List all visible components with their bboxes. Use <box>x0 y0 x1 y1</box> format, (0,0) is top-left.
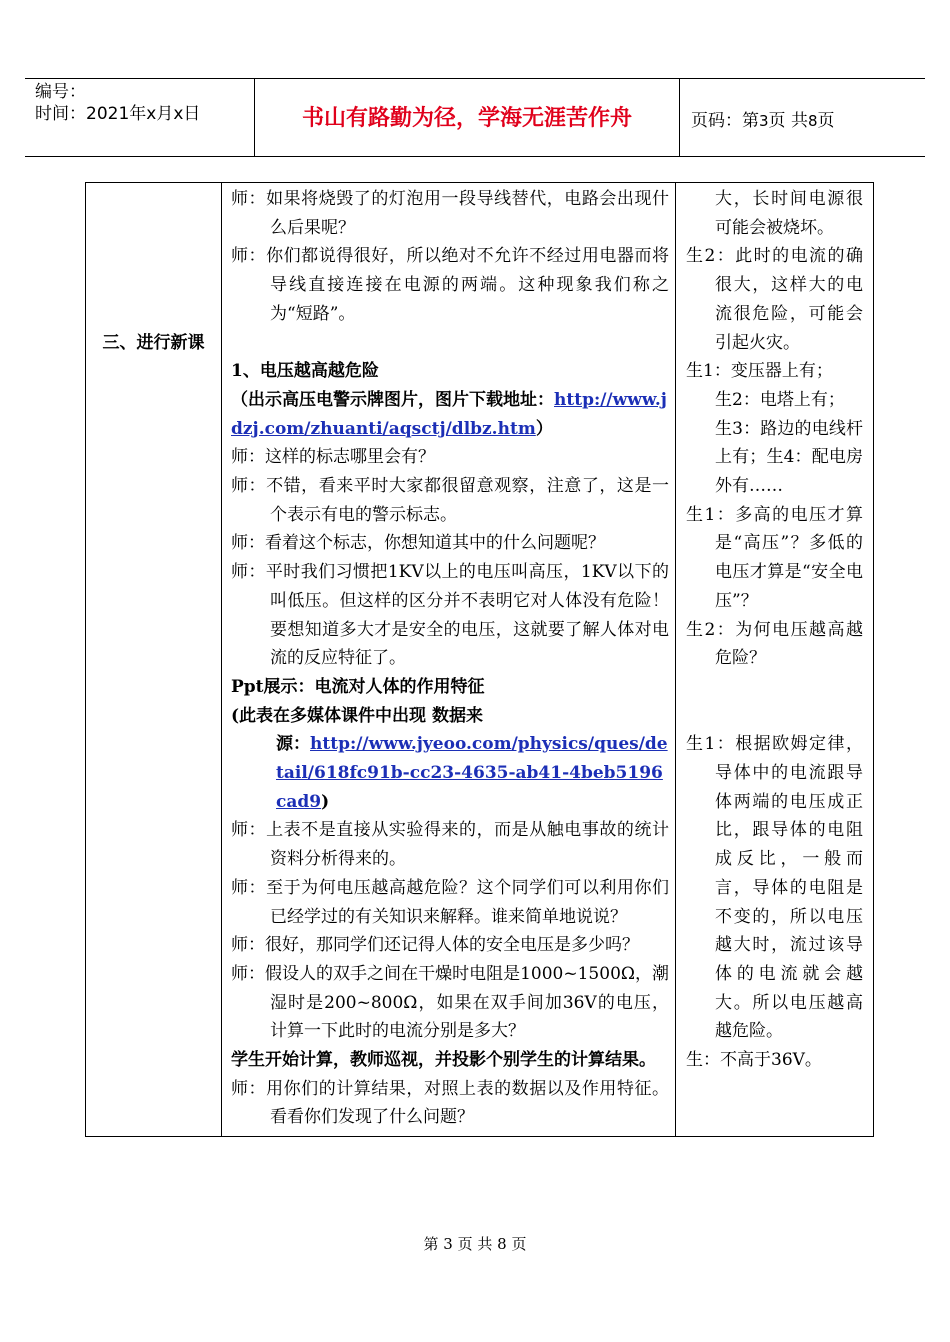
page-header <box>25 78 925 157</box>
student-line: 生2：此时的电流的确很大，这样大的电流很危险，可能会引起火灾。 <box>686 246 863 353</box>
student-line: 大，长时间电源很可能会被烧坏。 <box>715 189 863 238</box>
teacher-line: 师：你们都说得很好，所以绝对不允许不经过用电器而将导线直接连接在电源的两端。这种现象我们称之为“短路”。 <box>231 246 669 324</box>
image-source-note: （出示高压电警示牌图片，图片下载地址：http://www.jdzj.com/zhuanti/aqsctj/dlbz.htm） <box>231 389 667 439</box>
teacher-line: 师：至于为何电压越高越危险？这个同学们可以利用你们已经学过的有关知识来解释。谁来简单地说说？ <box>231 877 669 927</box>
student-line: 生：不高于36V。 <box>686 1050 822 1071</box>
ppt-title: Ppt展示：电流对人体的作用特征 <box>231 676 485 697</box>
data-source-note: (此表在多媒体课件中出现 数据来 <box>231 705 483 726</box>
teacher-line: 师：平时我们习惯把1KV以上的电压叫高压，1KV以下的叫低压。但这样的区分并不表明它对人体没有危险！要想知道多大才是安全的电压，这就要了解人体对电流的反应特征了。 <box>231 562 669 669</box>
teacher-line: 师：假设人的双手之间在干燥时电阻是1000~1500Ω，潮湿时是200~800Ω，如果在双手间加36V的电压，计算一下此时的电流分别是多大？ <box>231 963 669 1042</box>
header-page-info: 页码：第3页 共8页 <box>691 111 835 131</box>
blank-line <box>686 673 863 730</box>
page-footer: 第 3 页 共 8 页 <box>423 1235 527 1253</box>
teacher-column <box>222 183 676 1137</box>
teacher-line: 师：看着这个标志，你想知道其中的什么问题呢？ <box>231 533 605 554</box>
student-line: 生1：变压器上有； <box>686 361 833 382</box>
student-line: 生1：多高的电压才算是“高压”？多低的电压才算是“安全电压”？ <box>686 504 863 611</box>
activity-note: 学生开始计算，教师巡视，并投影个别学生的计算结果。 <box>231 1050 656 1071</box>
section-title: 三、进行新课 <box>102 333 205 353</box>
student-line: 生3：路边的电线杆上有；生4：配电房外有…… <box>715 418 863 497</box>
section-cell <box>86 183 222 1137</box>
student-line: 生2：电塔上有； <box>715 389 845 410</box>
teacher-line: 师：上表不是直接从实验得来的，而是从触电事故的统计资料分析得来的。 <box>231 820 669 870</box>
subsection-title: 1、电压越高越危险 <box>231 361 379 382</box>
data-source-link-line: 源：http://www.jyeoo.com/physics/ques/detail/618fc91b-cc23-4635-ab41-4beb5196cad9) <box>276 734 668 812</box>
header-divider <box>679 79 680 156</box>
teacher-line: 师：用你们的计算结果，对照上表的数据以及作用特征。看看你们发现了什么问题？ <box>231 1078 669 1128</box>
image-download-link[interactable]: http://www.jdzj.com/zhuanti/aqsctj/dlbz.htm <box>231 389 667 439</box>
time-label: 时间：2021年x月x日 <box>35 104 201 124</box>
student-line: 生1：根据欧姆定律，导体中的电流跟导体两端的电压成正比，跟导体的电阻成反比，一般而言，导体的电阻是不变的，所以电压越大时，流过该导体的电流就会越大。所以电压越高越危险。 <box>686 734 863 1042</box>
lesson-table <box>85 182 874 1137</box>
teacher-line: 师：不错，看来平时大家都很留意观察，注意了，这是一个表示有电的警示标志。 <box>231 476 669 525</box>
teacher-line: 师：很好，那同学们还记得人体的安全电压是多少吗？ <box>231 935 639 956</box>
header-meta <box>35 81 200 125</box>
teacher-line: 师：如果将烧毁了的灯泡用一段导线替代，电路会出现什么后果呢？ <box>231 189 669 238</box>
header-motto: 书山有路勤为径，学海无涯苦作舟 <box>301 106 632 131</box>
number-label: 编号： <box>35 82 86 102</box>
blank-line <box>231 329 669 358</box>
data-source-link[interactable]: http://www.jyeoo.com/physics/ques/detail/618fc91b-cc23-4635-ab41-4beb5196cad9 <box>276 734 668 812</box>
student-line: 生2：为何电压越高越危险？ <box>686 619 863 669</box>
teacher-line: 师：这样的标志哪里会有？ <box>231 447 435 468</box>
student-column <box>676 183 874 1137</box>
